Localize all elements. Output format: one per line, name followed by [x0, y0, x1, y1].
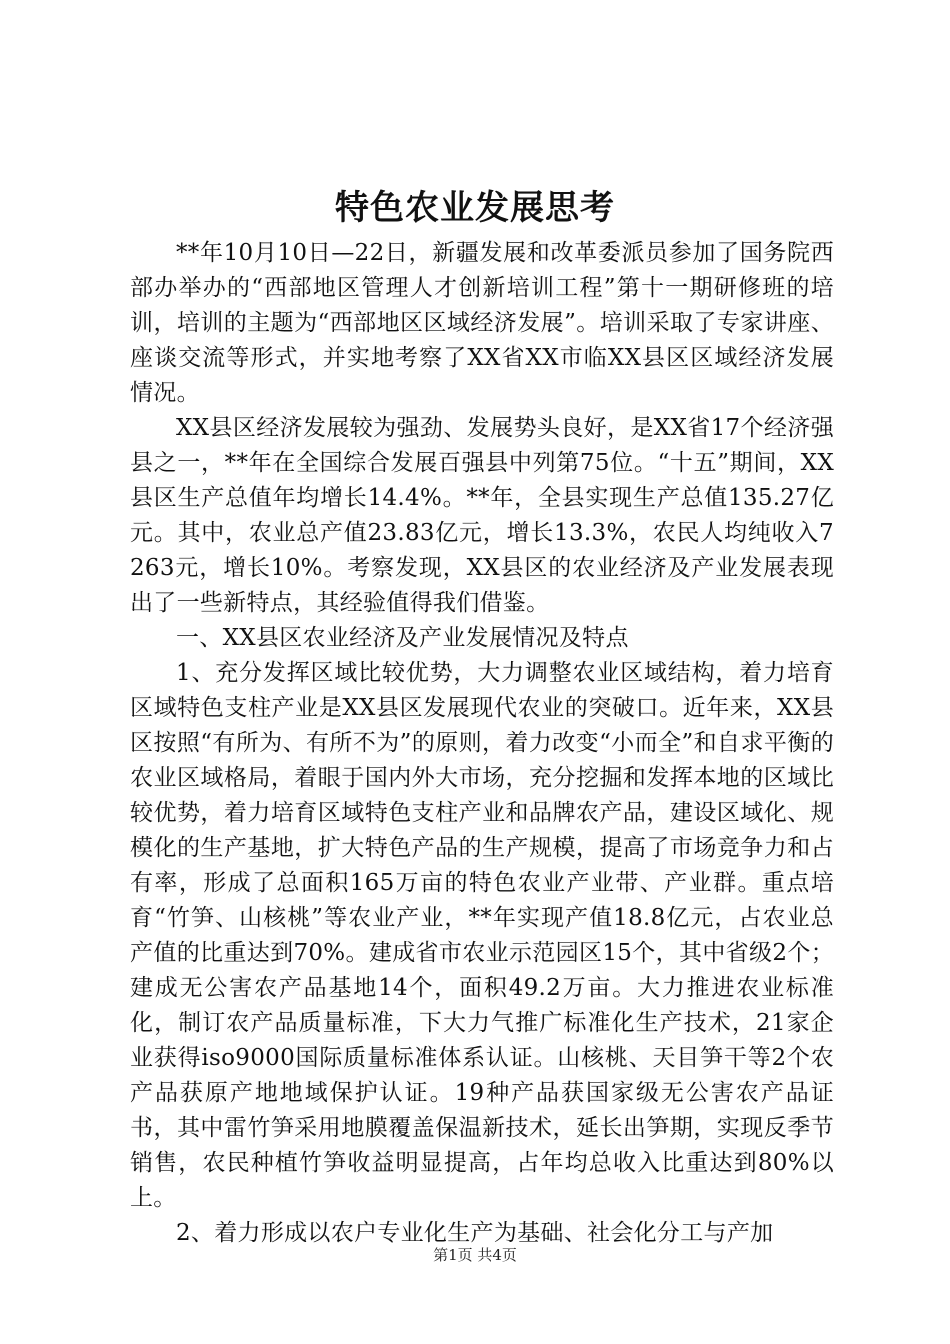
paragraph-point-1: 1、充分发挥区域比较优势，大力调整农业区域结构，着力培育区域特色支柱产业是XX县区发展现代农业的突破口。近年来，XX县区按照“有所为、有所不为”的原则，着力改变“小而全”和自求平衡的农业区域格局，着眼于国内外大市场，充分挖掘和发挥本地的区域比较优势，着力培育区域特色支柱产业和品牌农产品，建设区域化、规模化的生产基地，扩大特色产品的生产规模，提高了市场竞争力和占有率，形成了总面积165万亩的特色农业产业带、产业群。重点培育“竹笋、山核桃”等农业产业，**年实现产值18.8亿元，占农业总产值的比重达到70%。建成省市农业示范园区15个，其中省级2个；建成无公害农产品基地14个，面积49.2万亩。大力推进农业标准化，制订农产品质量标准，下大力气推广标准化生产技术，21家企业获得iso9000国际质量标准体系认证。山核桃、天目笋干等2个农产品获原产地地域保护认证。19种产品获国家级无公害农产品证书，其中雷竹笋采用地膜覆盖保温新技术，延长出笋期，实现反季节销售，农民种植竹笋收益明显提高，占年均总收入比重达到80%以上。 [130, 660, 834, 1211]
paragraph-overview: XX县区经济发展较为强劲、发展势头良好，是XX省17个经济强县之一，**年在全国综合发展百强县中列第75位。“十五”期间，XX县区生产总值年均增长14.4%。**年，全县实现生产总值135.27亿元。其中，农业总产值23.83亿元，增长13.3%，农民人均纯收入7263元，增长10%。考察发现，XX县区的农业经济及产业发展表现出了一些新特点，其经验值得我们借鉴。 [130, 415, 834, 616]
document-body [130, 236, 834, 1251]
page-title: 特色农业发展思考 [335, 188, 615, 228]
section-heading: 一、XX县区农业经济及产业发展情况及特点 [176, 625, 629, 651]
paragraph-intro: **年10月10日—22日，新疆发展和改革委派员参加了国务院西部办举办的“西部地区管理人才创新培训工程”第十一期研修班的培训，培训的主题为“西部地区区域经济发展”。培训采取了专家讲座、座谈交流等形式，并实地考察了XX省XX市临XX县区区域经济发展情况。 [130, 240, 834, 406]
page-number-footer: 第1页 共4页 [433, 1246, 517, 1264]
paragraph-point-2: 2、着力形成以农户专业化生产为基础、社会化分工与产加 [176, 1220, 774, 1246]
